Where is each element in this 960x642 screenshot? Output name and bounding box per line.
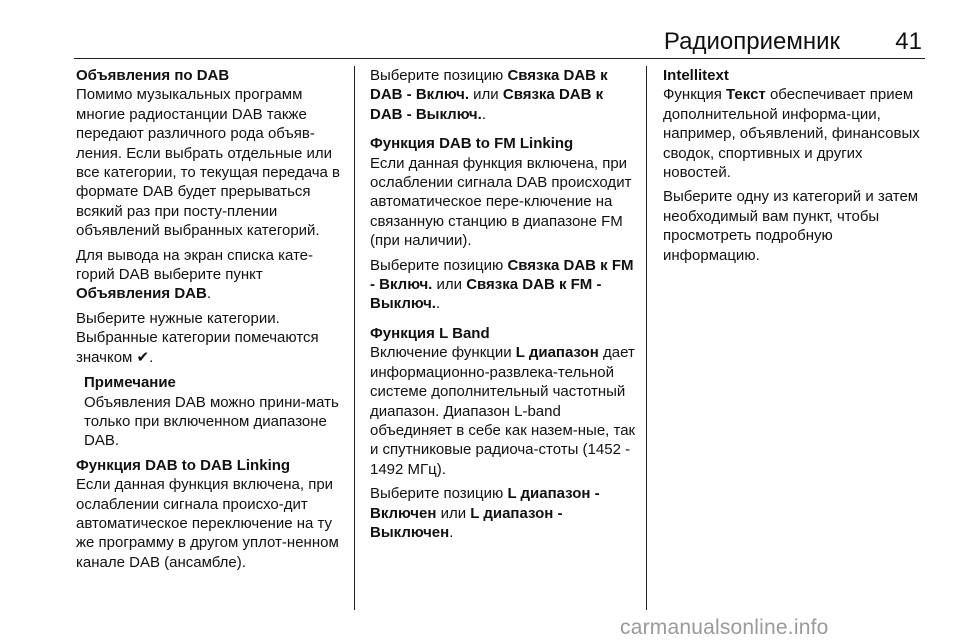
section-heading-dab-to-dab: Функция DAB to DAB Linking (76, 456, 291, 474)
menu-item-dab-dab-off: Связка DAB к DAB - Выключ. (370, 86, 604, 123)
section-heading-intellitext: Intellitext (663, 67, 729, 84)
paragraph-category-list: Для вывода на экран списка кате-горий DAB выберите пункт Объявления DAB. (76, 246, 314, 303)
note-heading: Примечание (84, 374, 176, 392)
menu-item-dab-announcements: Объявления DAB (76, 285, 207, 303)
section-heading-dab-to-fm: Функция DAB to FM Linking (370, 135, 574, 153)
menu-item-l-band-off: L диапазон - Выключен (370, 504, 563, 541)
paragraph-select-categories: Выберите нужные категории. Выбранные категории помечаются значком ✔. (76, 309, 319, 366)
column-divider-1 (354, 66, 355, 610)
paragraph-l-band: Включение функции L диапазон дает информационно-развлека-тельной системе дополнительный частотный диапазон. Диапазон L-band объединяет в себе как назем-ные, так и спутниковые радиоча-стоты (1452 - 1492 МГц). (370, 344, 636, 478)
menu-item-dab-fm-off: Связка DAB к FM - Выключ. (370, 276, 602, 313)
checkmark-icon: ✔ (136, 348, 150, 366)
column-2 (370, 66, 638, 547)
note-box (84, 373, 348, 451)
paragraph-dab-to-fm: Если данная функция включена, при ослаблении сигнала DAB происходит автоматическое пере-ключение на связанную станцию в диапазоне FM (при наличии). (370, 154, 632, 250)
paragraph-dab-announcements: Помимо музыкальных программ многие радиостанции DAB также передают различного рода объяв-ления. Если выбрать отдельные или все категории, то текущая передача в формате DAB будет прерываться всякий раз при посту-плении объявлений выбранных категорий. (76, 86, 341, 240)
paragraph-dab-to-dab: Если данная функция включена, при ослаблении сигнала происхо-дит автоматическое переключение на ту же программу в другом уплот-ненном канале DAB (ансамбле). (76, 476, 339, 571)
menu-item-l-band-on: L диапазон - Включен (370, 485, 600, 522)
paragraph-select-dab-fm-link: Выберите позицию Связка DAB к FM - Включ. или Связка DAB к FM - Выключ.. (370, 256, 634, 313)
section-heading-l-band: Функция L Band (370, 324, 490, 342)
note-text: Объявления DAB можно прини-мать только при включенном диапазоне DAB. (84, 393, 339, 450)
menu-item-l-band: L диапазон (515, 344, 599, 362)
paragraph-select-l-band: Выберите позицию L диапазон - Включен или L диапазон - Выключен. (370, 485, 600, 541)
menu-item-dab-dab-on: Связка DAB к DAB - Включ. (370, 67, 608, 104)
paragraph-select-category: Выберите одну из категорий и затем необходимый вам пункт, чтобы просмотреть подробную информацию. (663, 188, 919, 264)
header-divider (74, 58, 925, 59)
column-3 (663, 66, 928, 270)
watermark-text: carmanualsonline.info (620, 616, 829, 639)
paragraph-text: Для вывода на экран списка кате-горий DAB выберите пункт (76, 246, 314, 284)
menu-item-dab-fm-on: Связка DAB к FM - Включ. (370, 256, 634, 294)
page-header-title: Радиоприемник (663, 28, 840, 55)
section-heading-dab-announcements: Объявления по DAB (76, 67, 230, 84)
paragraph-intellitext: Функция Текст обеспечивает прием дополнительной информа-ции, например, объявлений, финансовых сводок, спортивных и других новостей. (663, 86, 920, 182)
column-1 (76, 66, 348, 577)
column-divider-2 (646, 66, 647, 610)
menu-item-text: Текст (726, 86, 766, 104)
paragraph-select-dab-dab-link: Выберите позицию Связка DAB к DAB - Включ. или Связка DAB к DAB - Выключ.. (370, 67, 608, 123)
page-number: 41 (895, 28, 922, 55)
